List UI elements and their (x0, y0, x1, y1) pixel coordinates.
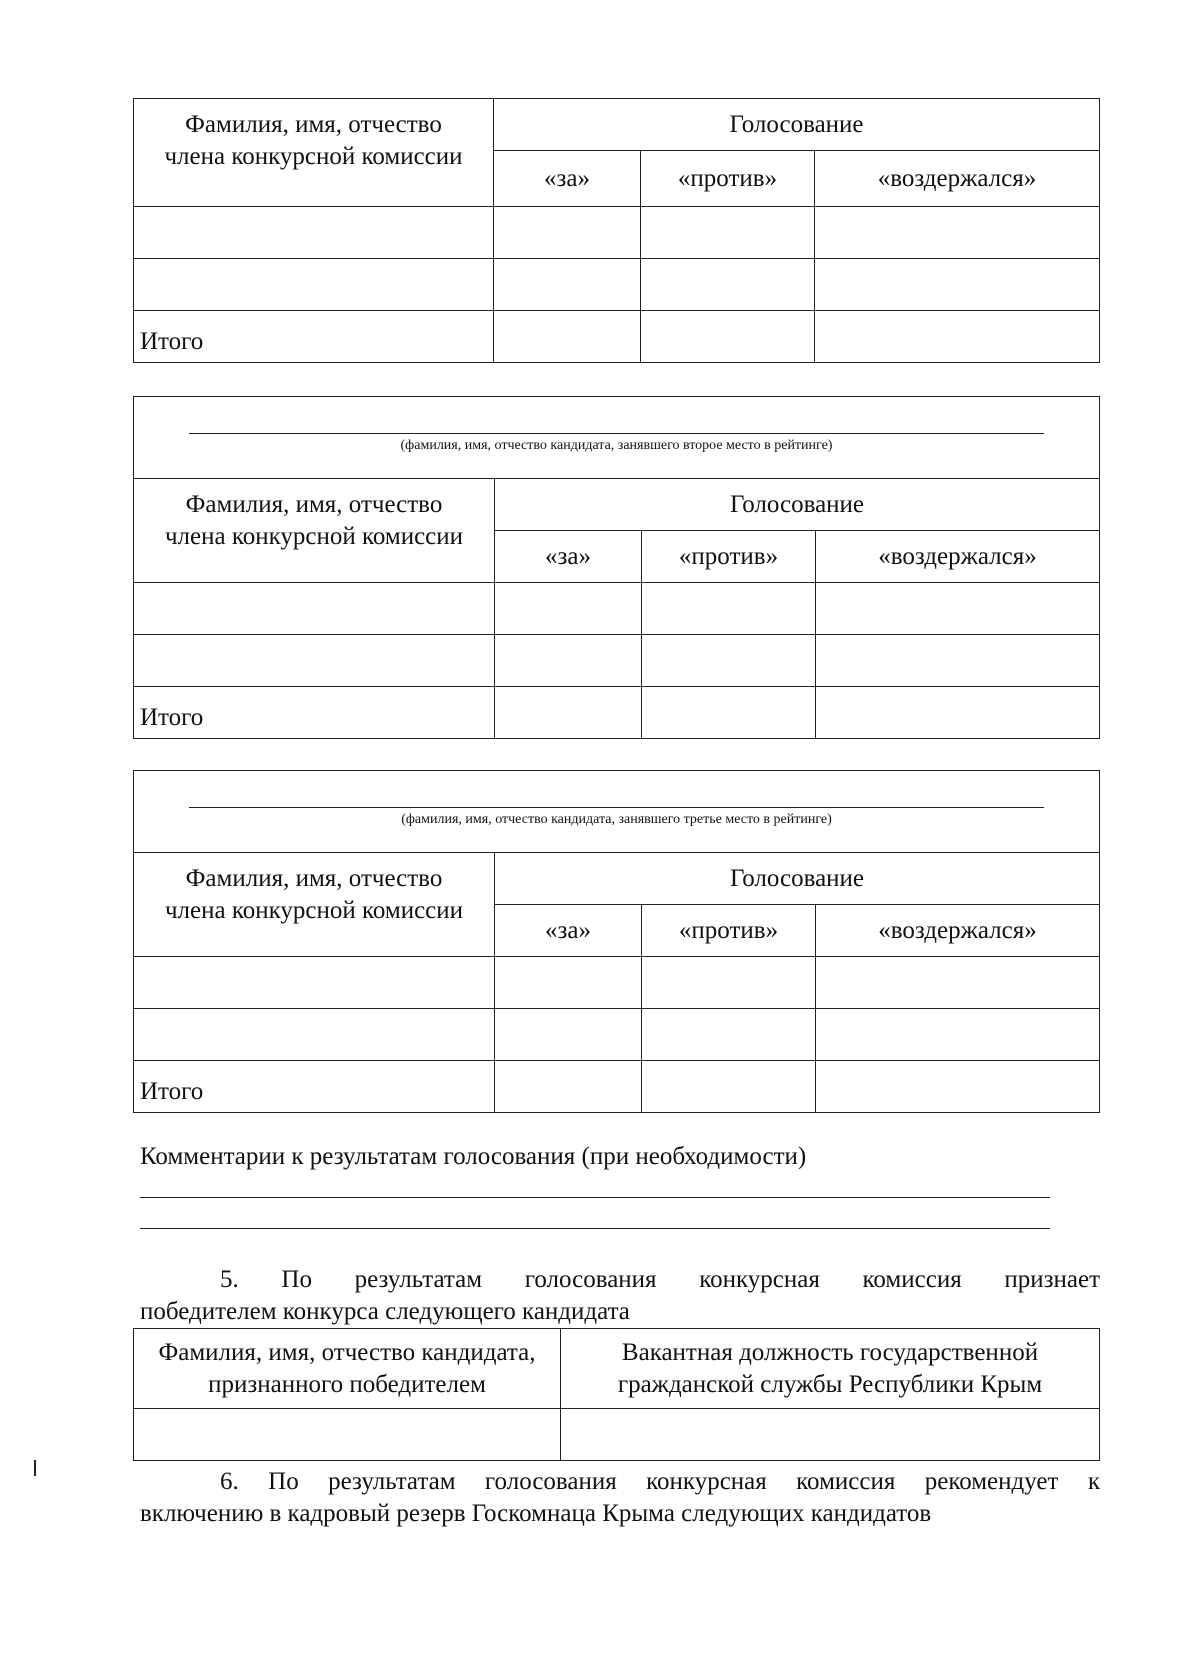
za-header: «за» (494, 151, 641, 207)
empty-cell (134, 259, 494, 311)
empty-cell (642, 1009, 816, 1061)
empty-cell (495, 583, 642, 635)
empty-cell (641, 311, 815, 363)
protiv-header: «против» (641, 151, 815, 207)
vozderzhalsya-header: «воздержался» (816, 531, 1100, 583)
protiv-header: «против» (642, 905, 816, 957)
voting-header: Голосование (495, 853, 1100, 905)
paragraph-5 (140, 1264, 1100, 1328)
paragraph-6-line1: 6. По результатам голосования конкурсная комиссия рекомендует к (220, 1468, 1100, 1495)
candidate-name-line (189, 807, 1044, 808)
empty-cell (495, 957, 642, 1009)
empty-cell (134, 635, 495, 687)
candidate-caption-second (134, 397, 1100, 479)
empty-cell (641, 207, 815, 259)
fio-header-line2: члена конкурсной комиссии (164, 143, 463, 170)
candidate-caption-text: (фамилия, имя, отчество кандидата, занявшего второе место в рейтинге) (400, 438, 833, 453)
empty-cell (134, 1409, 561, 1461)
empty-cell (642, 583, 816, 635)
winner-fio-header-line2: признанного победителем (208, 1370, 486, 1398)
empty-cell (641, 259, 815, 311)
fio-header-line2: члена конкурсной комиссии (164, 897, 464, 924)
fio-header (134, 99, 494, 207)
za-header: «за» (495, 531, 642, 583)
empty-cell (134, 207, 494, 259)
empty-cell (816, 1009, 1100, 1061)
empty-cell (494, 207, 641, 259)
empty-cell (561, 1409, 1100, 1461)
empty-cell (816, 583, 1100, 635)
fio-header-line1: Фамилия, имя, отчество (185, 491, 443, 518)
fio-header-line2: члена конкурсной комиссии (164, 523, 464, 550)
voting-table-second (133, 396, 1100, 739)
empty-cell (816, 635, 1100, 687)
empty-cell (495, 1061, 642, 1113)
margin-mark (34, 1460, 36, 1476)
voting-header: Голосование (495, 479, 1100, 531)
fio-header (134, 479, 495, 583)
empty-cell (815, 207, 1100, 259)
empty-cell (494, 259, 641, 311)
empty-cell (815, 311, 1100, 363)
vacancy-header-line2: гражданской службы Республики Крым (617, 1370, 1043, 1398)
empty-cell (816, 687, 1100, 739)
fio-header-line1: Фамилия, имя, отчество (185, 111, 442, 138)
paragraph-6-line2: включению в кадровый резерв Госкомнаца Крыма следующих кандидатов (140, 1500, 932, 1527)
empty-cell (495, 687, 642, 739)
vozderzhalsya-header: «воздержался» (815, 151, 1100, 207)
comments-label: Комментарии к результатам голосования (при необходимости) (140, 1143, 807, 1170)
comments-line-2 (140, 1228, 1050, 1229)
empty-cell (134, 957, 495, 1009)
fio-header-line1: Фамилия, имя, отчество (185, 865, 443, 892)
protiv-header: «против» (642, 531, 816, 583)
winner-fio-header (134, 1329, 561, 1409)
paragraph-5-line2: победителем конкурса следующего кандидата (140, 1298, 630, 1325)
empty-cell (816, 1061, 1100, 1113)
za-header: «за» (495, 905, 642, 957)
vozderzhalsya-header: «воздержался» (816, 905, 1100, 957)
vacancy-header-line1: Вакантная должность государственной (621, 1338, 1039, 1366)
empty-cell (642, 957, 816, 1009)
candidate-name-line (189, 433, 1044, 434)
paragraph-5-line1: 5. По результатам голосования конкурсная комиссия признает (220, 1266, 1100, 1293)
itogo-label: Итого (134, 687, 495, 739)
itogo-label: Итого (134, 311, 494, 363)
empty-cell (495, 1009, 642, 1061)
empty-cell (642, 635, 816, 687)
comments-line-1 (140, 1197, 1050, 1198)
winner-fio-header-line1: Фамилия, имя, отчество кандидата, (158, 1338, 536, 1366)
empty-cell (815, 259, 1100, 311)
winner-table (133, 1328, 1100, 1461)
empty-cell (134, 1009, 495, 1061)
voting-table-third (133, 770, 1100, 1113)
empty-cell (495, 635, 642, 687)
paragraph-6 (140, 1466, 1100, 1530)
empty-cell (134, 583, 495, 635)
candidate-caption-text: (фамилия, имя, отчество кандидата, занявшего третье место в рейтинге) (401, 812, 832, 827)
empty-cell (642, 687, 816, 739)
fio-header (134, 853, 495, 957)
empty-cell (816, 957, 1100, 1009)
candidate-caption-third (134, 771, 1100, 853)
voting-table-first (133, 98, 1100, 363)
empty-cell (642, 1061, 816, 1113)
vacancy-header (561, 1329, 1100, 1409)
voting-header: Голосование (494, 99, 1100, 151)
empty-cell (494, 311, 641, 363)
itogo-label: Итого (134, 1061, 495, 1113)
